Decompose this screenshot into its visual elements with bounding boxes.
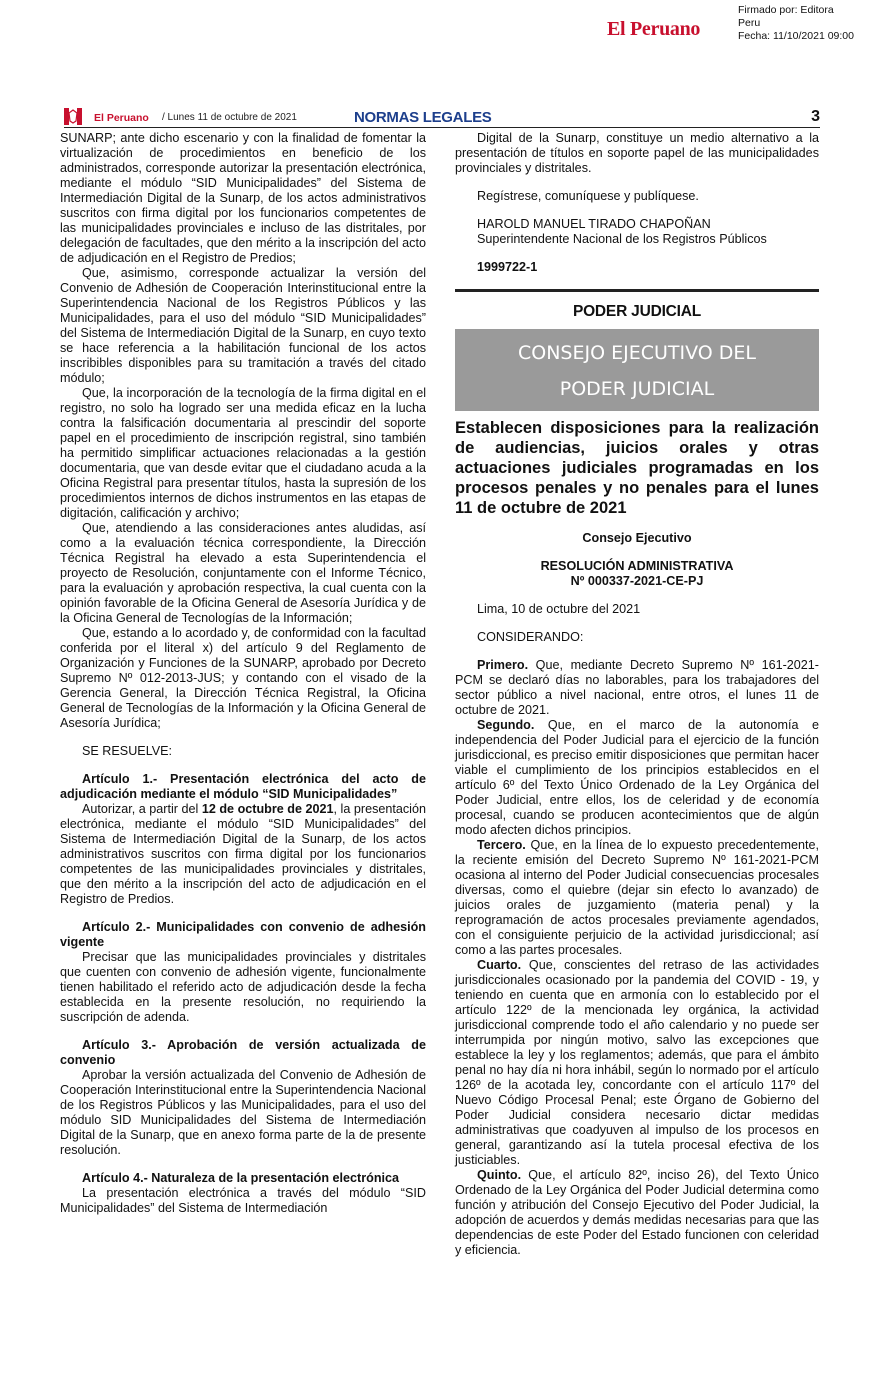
resolution-kind: RESOLUCIÓN ADMINISTRATIVA [540, 559, 734, 573]
consideration-5: Quinto. Que, el artículo 82º, inciso 26), del Texto Único Ordenado de la Ley Orgánica del Poder Judicial determina como función y atribución del Consejo Ejecutivo del Poder Judicial, la adopción de acuerdos y demás medidas necesarias para que las dependencias de este Poder del Estado funcionen con celeridad y eficiencia. [455, 1168, 819, 1257]
closing-formula: Regístrese, comuníquese y publíquese. [477, 189, 699, 203]
signature-country: Peru [738, 17, 761, 29]
banner-line-2: PODER JUDICIAL [559, 378, 715, 400]
place-date: Lima, 10 de octubre del 2021 [477, 602, 641, 616]
paragraph: Que, la incorporación de la tecnología de la firma digital en el registro, no solo ha logrado ser una medida eficaz en la lucha contra la falsificación documentaria al prescindir del soporte papel en el procedimiento de inscripción registral, sino también ha permitido simplificar actuaciones relacionadas a la gestión documentaria, que van desde evitar que el ciudadano acuda a la Oficina Registral para presentar títulos, hasta la supresión de los procedimientos internos de dichos instrumentos en las etapas de digitación, calificación y archivo; [60, 386, 426, 520]
institution-banner [455, 329, 819, 411]
page-number: 3 [811, 108, 820, 125]
article-4-title: Artículo 4.- Naturaleza de la presentación electrónica [82, 1171, 400, 1185]
article-2-title: Artículo 2.- Municipalidades con convenio de adhesión vigente [60, 920, 426, 949]
section-title: PODER JUDICIAL [572, 303, 702, 320]
coat-of-arms-icon [64, 108, 82, 125]
section-divider [455, 289, 819, 292]
article-4-text: La presentación electrónica a través del módulo “SID Municipalidades” del Sistema de Intermediación [60, 1186, 426, 1215]
consideration-3: Tercero. Que, en la línea de lo expuesto precedentemente, la reciente emisión del Decreto Supremo Nº 161-2021-PCM ocasiona al interno del Poder Judicial consecuencias procesales diversas, como el quiebre (dejar sin efecto lo avanzado) de juicios orales de juzgamiento (materia penal) y la reprogramación de actos procesales previamente agendados, con el consiguiente perjuicio de la actividad jurisdiccional; así como a las partes procesales. [455, 838, 819, 957]
signature-date: Fecha: 11/10/2021 09:00 [738, 30, 854, 42]
signature-signer: Firmado por: Editora [738, 4, 834, 16]
paragraph: SUNARP; ante dicho escenario y con la finalidad de fomentar la virtualización de procedimientos en beneficio de los administrados, corresponde autorizar la presentación electrónica, mediante el módulo “SID Municipalidades” del Sistema de Intermediación Digital de la Sunarp, de los actos administrativos suscritos con firma digital por los funcionarios competentes de las municipalidades provinciales e incluso de las distritales, por delegación de facultades, que den mérito a la inscripción del acto de adjudicación en el Registro de Predios; [60, 131, 426, 265]
banner-line-1: CONSEJO EJECUTIVO DEL [518, 342, 756, 364]
paragraph: Que, asimismo, corresponde actualizar la versión del Convenio de Adhesión de Cooperación Interinstitucional entre la Superintendencia Nacional de los Registros Públicos y las Municipalidades, para el uso del módulo “SID Municipalidades” del Sistema de Intermediación Digital de la Sunarp, en cuyo texto se hace referencia a la habilitación funcional de los actos inscribibles disponibles para su tramitación a través del citado módulo; [60, 266, 426, 385]
left-column [60, 131, 426, 1216]
se-resuelve: SE RESUELVE: [82, 744, 173, 758]
header-date: / Lunes 11 de octubre de 2021 [162, 112, 297, 123]
issuer: Consejo Ejecutivo [582, 531, 692, 545]
signature-details [738, 4, 854, 43]
consideration-2: Segundo. Que, en el marco de la autonomía e independencia del Poder Judicial para el ejercicio de la función jurisdiccional, es preciso emitir disposiciones que permitan hacer viable el cumplimiento de los principios establecidos en el artículo 6º del Texto Único Ordenado de la Ley Orgánica del Poder Judicial, entre ellos, los de celeridad y de economía procesal, cuando se producen acontecimientos que de algún modo afecten dichos principios. [455, 718, 819, 837]
paragraph: Digital de la Sunarp, constituye un medio alternativo a la presentación de títulos en soporte papel de las municipalidades provinciales y distritales. [455, 131, 819, 175]
resolution-title: Establecen disposiciones para la realización de audiencias, juicios orales y otras actuaciones judiciales programadas en los procesos penales y no penales para el lunes 11 de octubre de 2021 [455, 419, 819, 517]
consideration-4: Cuarto. Que, conscientes del retraso de las actividades jurisdiccionales ocasionado por la pandemia del COVID - 19, y teniendo en cuenta que en armonía con lo establecido por el artículo 122º de la mencionada ley orgánica, la actividad jurisdiccional comprende todo el año calendario y no puede ser interrumpida por ningún motivo, salvo las excepciones que establece la ley y los reglamentos; además, que para el ámbito penal no hay día ni hora inhábil, según lo normado por el artículo 126º de la acotada ley, concordante con el artículo 117º del Nuevo Código Procesal Penal; este Órgano de Gobierno del Poder Judicial considera necesario dictar medidas administrativas que coadyuven al impulso de los procesos en general, garantizando así la tutela procesal efectiva de los justiciables. [455, 958, 819, 1167]
header-brand: El Peruano [94, 112, 149, 124]
header-rule [64, 127, 820, 128]
resolution-number: Nº 000337-2021-CE-PJ [570, 574, 704, 588]
considerando-heading: CONSIDERANDO: [477, 630, 584, 644]
article-2-text: Precisar que las municipalidades provinciales y distritales que cuenten con convenio de adhesión vigente, funcionalmente tienen habilitado el referido acto de adjudicación desde la fecha establecida en la presente resolución, no requiriendo la suscripción de adenda. [60, 950, 426, 1024]
document-code: 1999722-1 [477, 260, 538, 274]
article-3-title: Artículo 3.- Aprobación de versión actualizada de convenio [60, 1038, 426, 1067]
signer-name: HAROLD MANUEL TIRADO CHAPOÑAN [477, 217, 711, 231]
signer-role: Superintendente Nacional de los Registros Públicos [477, 232, 767, 246]
header-section-title: NORMAS LEGALES [354, 109, 492, 126]
consideration-1: Primero. Que, mediante Decreto Supremo Nº 161-2021-PCM se declaró días no laborables, para los trabajadores del sector público a nivel nacional, entre otros, el lunes 11 de octubre de 2021. [455, 658, 819, 717]
right-column [455, 131, 819, 1258]
page-header [64, 107, 820, 129]
paragraph: Que, atendiendo a las consideraciones antes aludidas, así como a la evaluación técnica correspondiente, la Dirección Técnica Registral ha elevado a esta Superintendencia el proyecto de Resolución, conjuntamente con el Informe Técnico, para la evaluación y aprobación respectiva, la cual cuenta con la opinión favorable de la Oficina General de Asesoría Jurídica y de la Oficina General de Tecnologías de la Información; [60, 521, 426, 625]
article-3-text: Aprobar la versión actualizada del Convenio de Adhesión de Cooperación Interinstitucional entre la Superintendencia Nacional de los Registros Públicos y las Municipalidades, para el uso del módulo SID Municipalidades del Sistema de Intermediación Digital de la Sunarp, que en anexo forma parte de la de presente resolución. [60, 1068, 426, 1157]
paragraph: Que, estando a lo acordado y, de conformidad con la facultad conferida por el literal x) del artículo 9 del Reglamento de Organización y Funciones de la SUNARP, aprobado por Decreto Supremo Nº 012-2013-JUS; y contando con el visado de la Gerencia General, la Dirección Técnica Registral, la Oficina General de Tecnologías de la Información y la Oficina General de Asesoría Jurídica; [60, 626, 426, 730]
article-1-text: Autorizar, a partir del 12 de octubre de 2021, la presentación electrónica, mediante el módulo “SID Municipalidades” del Sistema de Intermediación Digital de la Sunarp, de los actos administrativos suscritos con firma digital por los funcionarios competentes de las municipalidades provinciales y distritales, que den mérito a la inscripción del acto de adjudicación en el Registro de Predios. [60, 802, 426, 906]
el-peruano-logo: El Peruano [607, 18, 701, 40]
article-1-title: Artículo 1.- Presentación electrónica del acto de adjudicación mediante el módulo “SID Municipalidades” [60, 772, 426, 801]
digital-signature-stamp [607, 4, 869, 44]
